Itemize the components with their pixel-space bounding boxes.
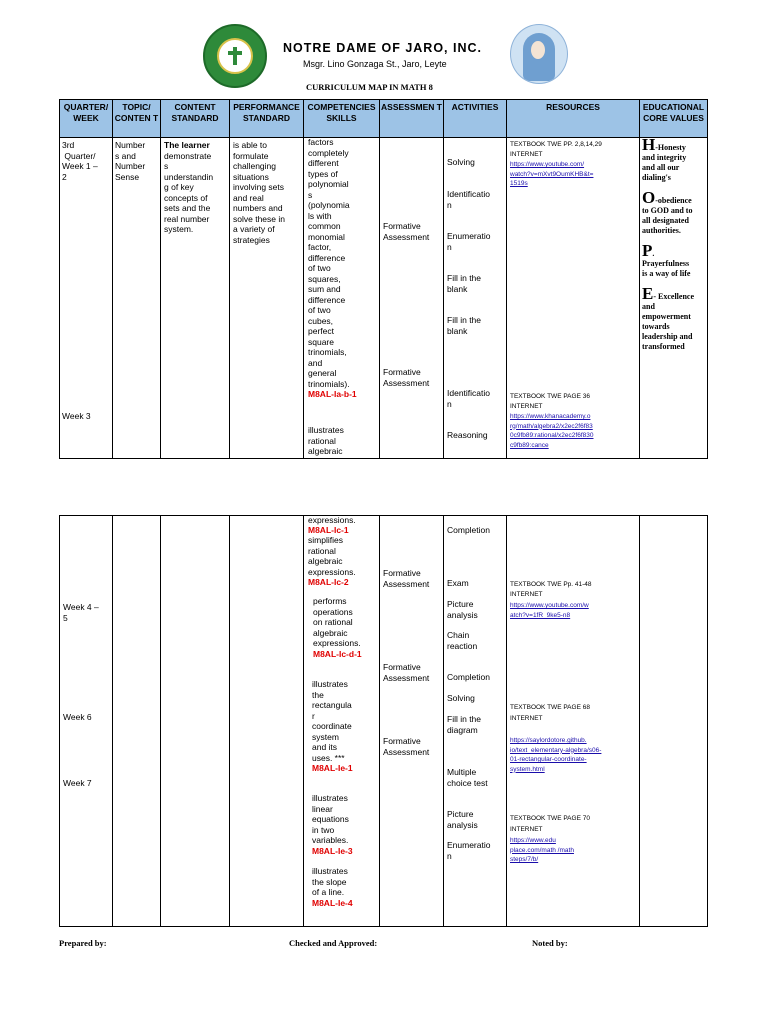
resource-textbook: TEXTBOOK TWE PP. 2,8,14,29	[510, 141, 602, 148]
col-activities: ACTIVITIES	[444, 100, 507, 138]
resource-textbook: TEXTBOOK TWE PAGE 70	[510, 815, 590, 822]
assessment-text: Formative Assessment	[383, 662, 430, 683]
competency-line: factor,	[308, 242, 332, 252]
resource-internet-label: INTERNET	[510, 151, 543, 158]
activity-item: Exam	[447, 578, 469, 588]
activity-item: Fill in the diagram	[447, 714, 482, 735]
activity-item: Chain reaction	[447, 630, 478, 651]
competency-text: illustrates the slope of a line.	[312, 866, 348, 897]
week-6-label: Week 6	[63, 712, 92, 722]
competencies-text-2: illustrates rational algebraic	[308, 425, 344, 456]
checked-approved-label: Checked and Approved:	[289, 938, 378, 948]
cell-resources-2	[507, 516, 640, 927]
competency-code: M8AL-Ic-2	[308, 577, 349, 587]
activity-item: Fill in the blank	[447, 273, 482, 294]
activity-item: Enumeratio n	[447, 840, 491, 861]
competencies-text	[308, 137, 350, 389]
activity-item: Reasoning	[447, 430, 488, 440]
competency-text: performs operations on rational algebraic expressions.	[313, 596, 361, 648]
competency-line: polynomial	[308, 179, 349, 189]
cell-weeks	[60, 516, 113, 927]
resource-link[interactable]: https://www.youtube.com/ watch?v=mXvt9OumKHB&t= 1519s	[510, 161, 594, 187]
col-core-values: EDUCATIONAL CORE VALUES	[640, 100, 708, 138]
cell-content-standard-2	[161, 516, 230, 927]
competency-line: completely	[308, 147, 349, 158]
competency-line: difference	[308, 294, 346, 305]
competency-text: illustrates the rectangula r coordinate system and its uses. ***	[312, 679, 352, 763]
resource-link[interactable]: https://www.edu place.com/math /math steps/7/b/	[510, 837, 574, 863]
activity-item: Picture analysis	[447, 809, 478, 830]
competency-line: common	[308, 221, 341, 231]
school-seal-logo	[203, 24, 267, 88]
value-excellence: E- Excellence and empowerment towards leadership and transformed	[642, 284, 694, 351]
competency-line: square	[308, 336, 334, 347]
col-topic: TOPIC/ CONTEN T	[113, 100, 161, 138]
content-standard-text: The learner demonstrate s understandin g of key concepts of sets and the real number system.	[164, 140, 214, 234]
school-address: Msgr. Lino Gonzaga St., Jaro, Leyte	[303, 59, 447, 69]
cell-core-values	[640, 135, 708, 459]
week-4-5-label: Week 4 – 5	[63, 602, 99, 623]
competency-line: monomial	[308, 231, 345, 242]
cell-quarter	[60, 138, 113, 459]
competency-text: illustrates linear equations in two variables.	[312, 793, 349, 845]
cell-activities	[444, 138, 507, 459]
competency-code: M8AL-Ic-1	[308, 525, 349, 535]
competency-line: types of	[308, 168, 338, 179]
competency-line: cubes,	[308, 315, 334, 326]
cell-assessment-2	[380, 516, 444, 927]
document-title: CURRICULUM MAP IN MATH 8	[306, 82, 433, 92]
assessment-text: Formative Assessment	[383, 221, 430, 242]
cell-core-values-2	[640, 516, 708, 927]
cell-competencies	[304, 138, 380, 459]
activity-item: Multiple choice test	[447, 767, 488, 788]
competency-code: M8AL-Ie-3	[312, 846, 353, 856]
competency-line: s	[308, 189, 313, 200]
curriculum-table-1	[59, 99, 708, 459]
resource-link[interactable]: https://saylordotore.github. io/text_elementary-algebra/s06- 01-rectangular-coordinate- system.html	[510, 737, 602, 773]
competency-line: trinomials).	[308, 378, 350, 389]
competency-line: of two	[308, 305, 331, 315]
competency-code: M8AL-Ie-1	[312, 763, 353, 773]
cell-content-standard	[161, 138, 230, 459]
competency-line: trinomials,	[308, 347, 347, 357]
cell-topic-2	[113, 516, 161, 927]
curriculum-table-2	[59, 515, 708, 927]
activity-item: Solving	[447, 157, 475, 167]
cell-assessment	[380, 138, 444, 459]
col-content-standard: CONTENT STANDARD	[161, 100, 230, 138]
activity-item: Completion	[447, 525, 490, 535]
cell-competencies-2	[304, 516, 380, 927]
col-competencies: COMPETENCIES SKILLS	[304, 100, 380, 138]
resource-textbook: TEXTBOOK TWE PAGE 36	[510, 393, 590, 400]
madonna-logo	[510, 24, 568, 84]
resource-textbook: TEXTBOOK TWE Pp. 41-48	[510, 581, 592, 588]
competency-line: (polynomia	[308, 200, 350, 210]
resource-textbook: TEXTBOOK TWE PAGE 68	[510, 704, 590, 711]
competency-line: general	[308, 368, 337, 378]
assessment-text: Formative Assessment	[383, 736, 430, 757]
competency-line: ls with	[308, 210, 332, 221]
competency-code: M8AL-Ie-4	[312, 898, 353, 908]
noted-by-label: Noted by:	[532, 938, 568, 948]
quarter-text: 3rd Quarter/ Week 1 – 2	[62, 140, 98, 182]
competency-line: factors	[308, 137, 334, 147]
school-name: NOTRE DAME OF JARO, INC.	[283, 41, 483, 55]
competency-line: and	[308, 357, 323, 368]
activity-item: Identificatio n	[447, 388, 490, 409]
resource-link[interactable]: https://www.youtube.com/w atch?v=1fR_9ke5-n8	[510, 602, 589, 619]
competency-text: expressions.	[308, 515, 356, 525]
col-assessment: ASSESSMEN T	[380, 100, 444, 138]
competency-code: M8AL-Ic-d-1	[313, 649, 362, 659]
col-resources: RESOURCES	[507, 100, 640, 138]
activity-item: Identificatio n	[447, 189, 490, 210]
value-prayerfulness: P. Prayerfulness is a way of life	[642, 241, 691, 278]
prepared-by-label: Prepared by:	[59, 938, 107, 948]
assessment-text: Formative Assessment	[383, 367, 430, 388]
activity-item: Fill in the blank	[447, 315, 482, 336]
activity-item: Enumeratio n	[447, 231, 491, 252]
competency-line: of two	[308, 263, 331, 273]
competency-line: sum and	[308, 284, 341, 294]
resource-internet-label: INTERNET	[510, 826, 543, 833]
week-7-label: Week 7	[63, 778, 92, 788]
resource-internet-label: INTERNET	[510, 403, 543, 410]
topic-text: Number s and Number Sense	[115, 140, 146, 182]
activity-item: Solving	[447, 693, 475, 703]
value-honesty: H-Honesty and integrity and all our dialing's	[642, 135, 687, 182]
resource-internet-label: INTERNET	[510, 591, 543, 598]
cell-resources	[507, 138, 640, 459]
value-obedience: O-obedience to GOD and to all designated authorities.	[642, 188, 693, 235]
activity-item: Picture analysis	[447, 599, 478, 620]
activity-item: Completion	[447, 672, 490, 682]
cell-topic	[113, 138, 161, 459]
resource-link[interactable]: https://www.khanacademy.o rg/math/algebra2/x2ec2f6f83 0c9fb89:rational/x2ec2f6f830 c9fb89:cance	[510, 413, 594, 449]
competency-code: M8AL-Ia-b-1	[308, 389, 357, 399]
cell-activities-2	[444, 516, 507, 927]
week-3-label: Week 3	[62, 411, 91, 421]
cell-performance-standard	[230, 138, 304, 459]
competency-text: simplifies rational algebraic expressions.	[308, 535, 356, 577]
resource-internet-label: INTERNET	[510, 715, 543, 722]
assessment-text: Formative Assessment	[383, 568, 430, 589]
col-performance-standard: PERFORMANCE STANDARD	[230, 100, 304, 138]
competency-line: perfect	[308, 326, 334, 336]
performance-standard-text: is able to formulate challenging situations involving sets and real numbers and solve these in a variety of strategies	[233, 140, 285, 245]
cell-performance-standard-2	[230, 516, 304, 927]
competency-line: difference	[308, 252, 346, 263]
col-quarter-week: QUARTER/ WEEK	[60, 100, 113, 138]
competency-line: squares,	[308, 273, 341, 284]
competency-line: different	[308, 158, 339, 168]
